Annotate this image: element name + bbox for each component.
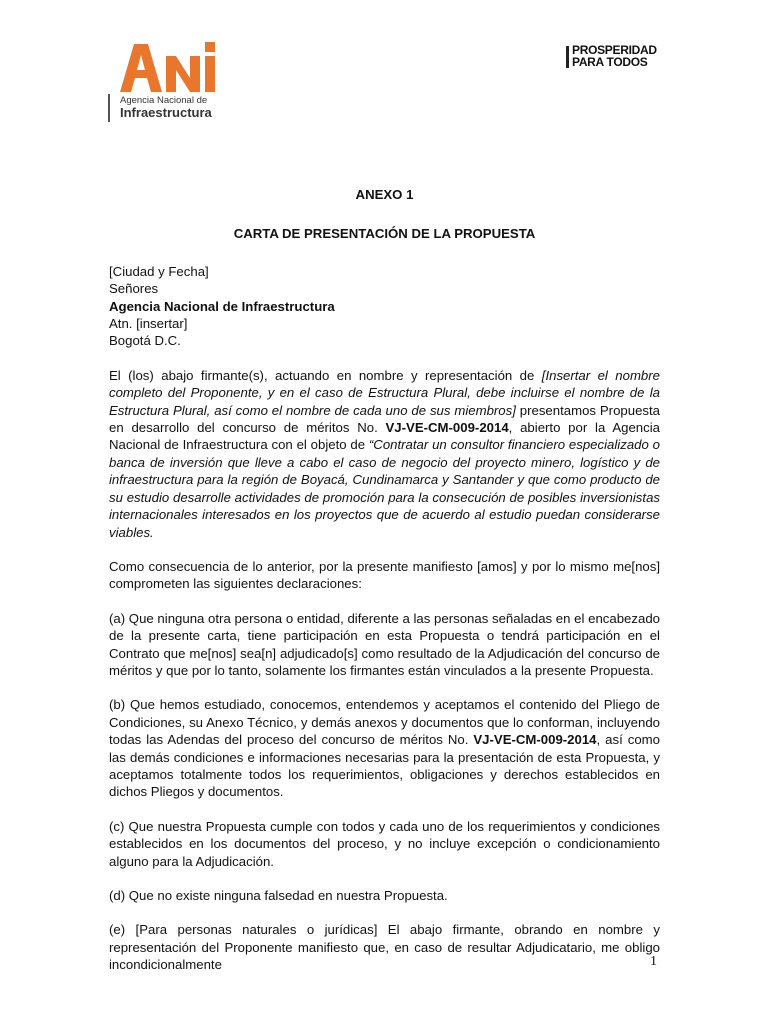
declaration-b-process-number: VJ-VE-CM-009-2014 [473,732,597,748]
ani-logo [108,40,218,122]
declaration-e: (e) [Para personas naturales o jurídicas] El abajo firmante, obrando en nombre y representación del Proponente manifiesto que, en caso de resultar Adjudicatario, me obligo incondicionalmente [109,922,660,973]
ani-subtitle-line-1: Agencia Nacional de [120,95,208,106]
declaration-b [109,696,660,800]
ani-subtitle-line-2: Infraestructura [120,104,212,120]
paragraph-intro [109,367,660,541]
attention-line: Atn. [insertar] [109,316,188,332]
prosperidad-logo [566,44,670,70]
recipient-city: Bogotá D.C. [109,333,181,349]
prosperidad-line-1: PROSPERIDAD [572,43,657,57]
prosperidad-line-2: PARA TODOS [572,55,648,69]
declaration-b-text-2: , así como las demás condiciones e informaciones necesarias para la presentación de esta Propuesta, y aceptamos totalmente todos los requerimientos, obligaciones y derechos establecidos en dichos Pliegos y documentos. [109,732,660,800]
intro-proponent-placeholder: [Insertar el nombre completo del Proponente, y en el caso de Estructura Plural, debe incluirse el nombre de la Estructura Plural, así como el nombre de cada uno de sus miembros] [109,367,660,418]
intro-text-3: , abierto por la Agencia Nacional de Infraestructura con el objeto de [109,420,660,453]
intro-object-quote: “Contratar un consultor financiero especializado o banca de inversión que lleve a cabo el caso de negocio del proyecto minero, logístico y de infraestructura para la región de Boyacá, Cundinamarca y Santander y que como producto de su estudio desarrolle actividades de promoción para la consecución de posibles inversionistas internacionales interesados en los proyectos que de acuerdo al estudio puedan considerarse viables. [109,437,660,540]
recipient-agency: Agencia Nacional de Infraestructura [109,298,335,314]
ani-letters-graphic [118,40,218,92]
city-date: [Ciudad y Fecha] [109,263,209,279]
paragraph-consequence: Como consecuencia de lo anterior, por la presente manifiesto [amos] y por lo mismo me[nos] comprometen las siguientes declaraciones: [109,558,660,592]
ani-logo-subtitle [120,96,212,120]
address-block [109,263,660,350]
salutation: Señores [109,281,159,297]
intro-process-number: VJ-VE-CM-009-2014 [385,420,509,436]
intro-text-1: El (los) abajo firmante(s), actuando en nombre y representación de [109,367,542,383]
declaration-b-text-1: (b) Que hemos estudiado, conocemos, entendemos y aceptamos el contenido del Pliego de Condiciones, su Anexo Técnico, y demás anexos y documentos que lo conforman, incluyendo todas las Adendas del proceso del concurso de méritos No. [109,697,660,748]
declaration-c: (c) Que nuestra Propuesta cumple con todos y cada uno de los requerimientos y condiciones establecidos en los documentos del proceso, y no incluye excepción o condicionamiento alguno para la Adjudicación. [109,818,660,869]
declaration-a: (a) Que ninguna otra persona o entidad, diferente a las personas señaladas en el encabezado de la presente carta, tiene participación en esta Propuesta o tendrá participación en el Contrato que me[nos] sea[n] adjudicado[s] como resultado de la Adjudicación del concurso de méritos y que por lo tanto, solamente los firmantes están vinculados a la presente Propuesta. [109,610,660,678]
letter-title: CARTA DE PRESENTACIÓN DE LA PROPUESTA [233,226,536,242]
intro-text-2: presentamos Propuesta en desarrollo del concurso de méritos No. [109,402,661,436]
prosperidad-logo-text [572,44,657,68]
letter-body [109,186,660,991]
annex-title: ANEXO 1 [355,187,414,202]
page-number: 1 [650,954,657,969]
ani-logo-divider [108,94,110,122]
declaration-d: (d) Que no existe ninguna falsedad en nuestra Propuesta. [109,888,448,903]
prosperidad-logo-bar [566,46,569,68]
